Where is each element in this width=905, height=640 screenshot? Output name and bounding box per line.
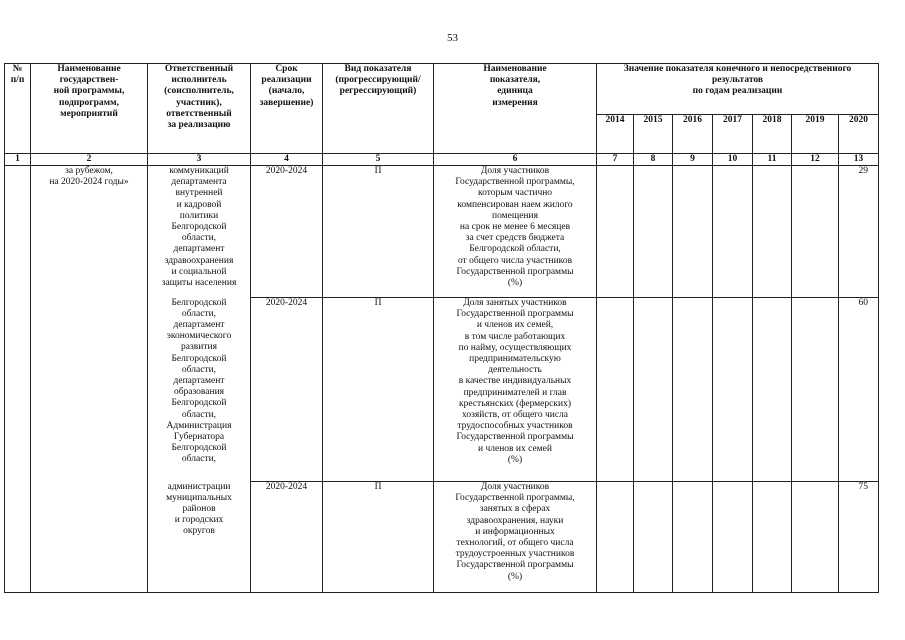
page-number: 53 [447,32,458,44]
column-number: 2 [31,154,148,166]
header-year: 2020 [839,115,879,154]
responsible-cell: коммуникаций департамента внутренней и кадровой политики Белгородской области, департамент здравоохранения и социальной защиты населения [148,166,251,298]
indicator-type-cell: П [323,298,434,482]
table-row [5,166,879,298]
header-indicator-type: Вид показателя (прогрессирующий/ регрессирующий) [323,64,434,154]
header-year: 2019 [792,115,839,154]
column-number: 12 [792,154,839,166]
header-indicator-name: Наименование показателя, единица измерения [434,64,597,154]
period-cell: 2020-2024 [251,482,323,593]
column-number: 9 [673,154,713,166]
column-number: 1 [5,154,31,166]
header-year: 2018 [753,115,792,154]
column-number: 5 [323,154,434,166]
value-2020-cell: 60 [839,298,879,482]
header-values-group: Значение показателя конечного и непосредственного результатов по годам реализации [597,64,879,115]
header-year: 2017 [713,115,753,154]
column-number: 11 [753,154,792,166]
header-period: Срок реализации (начало, завершение) [251,64,323,154]
header-year: 2014 [597,115,634,154]
responsible-cell: администрации муниципальных районов и городских округов [148,482,251,593]
indicator-name-cell: Доля занятых участников Государственной программы и членов их семей, в том числе работающих по найму, осуществляющих предпринимательскую деятельность в качестве индивидуальных предпринимателей и глав крестьянских (фермерских) хозяйств, от общего числа трудоспособных участников Государственной программы и членов их семей (%) [434,298,597,482]
column-number: 10 [713,154,753,166]
responsible-cell: Белгородской области, департамент экономического развития Белгородской области, департамент образования Белгородской области, Администрация Губернатора Белгородской области, [148,298,251,482]
column-number: 3 [148,154,251,166]
indicator-name-cell: Доля участников Государственной программы, которым частично компенсирован наем жилого помещения на срок не менее 6 месяцев за счет средств бюджета Белгородской области, от общего числа участников Государственной программы (%) [434,166,597,298]
column-number: 4 [251,154,323,166]
header-year: 2015 [634,115,673,154]
indicator-type-cell: П [323,482,434,593]
value-2020-cell: 75 [839,482,879,593]
header-year: 2016 [673,115,713,154]
indicator-name-cell: Доля участников Государственной программы, занятых в сферах здравоохранения, науки и информационных технологий, от общего числа трудоустроенных участников Государственной программы (%) [434,482,597,593]
header-number: № п/п [5,64,31,154]
program-name-cell: за рубежом, на 2020-2024 годы» [31,166,148,593]
period-cell: 2020-2024 [251,298,323,482]
value-2020-cell: 29 [839,166,879,298]
row-number-cell [5,166,31,593]
indicator-type-cell: П [323,166,434,298]
header-program-name: Наименование государствен- ной программы, подпрограмм, мероприятий [31,64,148,154]
indicators-table [4,63,879,593]
period-cell: 2020-2024 [251,166,323,298]
column-number: 8 [634,154,673,166]
header-responsible: Ответственный исполнитель (соисполнитель, участник), ответственный за реализацию [148,64,251,154]
column-number: 13 [839,154,879,166]
column-number: 7 [597,154,634,166]
column-number: 6 [434,154,597,166]
